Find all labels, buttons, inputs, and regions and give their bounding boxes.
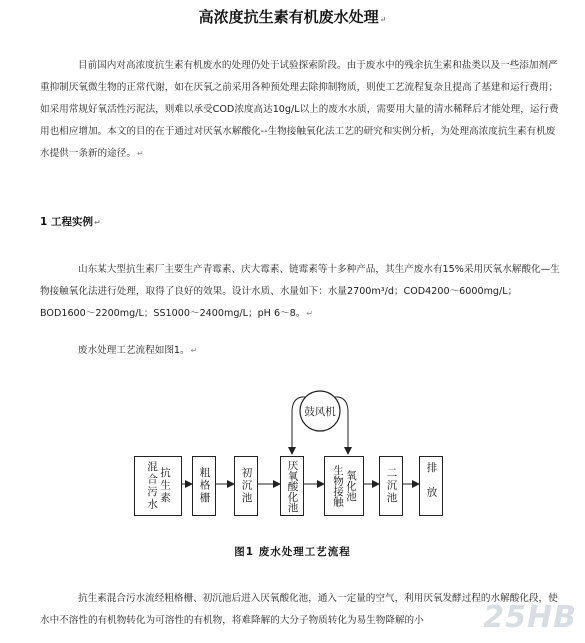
site-watermark: 25HB bbox=[483, 600, 577, 635]
figure-caption: 图1 废水处理工艺流程 bbox=[234, 546, 351, 558]
secondary-clarifier-box: 二沉池 bbox=[379, 456, 403, 516]
discharge-box: 排放 bbox=[419, 456, 443, 516]
case-paragraph: 山东某大型抗生素厂主要生产青霉素、庆大霉素、链霉素等十多种产品，其生产废水有15%采用厌氧水解酸化—生物接触氧化法进行处理，取得了良好的效果。设计水质、水量如下：水量2700m³/d；COD4200～6000mg/L；BOD1600～2200mg/L；SS1000～2400mg/L；pH 6～8。↵ bbox=[40, 264, 560, 319]
process-flow-diagram bbox=[0, 390, 585, 570]
mixed-wastewater-box: 混合污水 抗生素 bbox=[134, 456, 182, 516]
bottom-paragraph: 抗生素混合污水流经粗格栅、初沉池后进入厌氧酸化池，通入一定量的空气，利用厌氧发酵过程的水解酸化段，使水中不溶性的有机物转化为可溶性的有机物，将难降解的大分子物质转化为易生物降解的小 bbox=[40, 593, 558, 626]
blower-label: 鼓风机 bbox=[304, 406, 336, 418]
bio-contact-oxidation-box: 生物接触 氧化池 bbox=[324, 456, 364, 516]
coarse-screen-box: 粗格栅 bbox=[192, 456, 216, 516]
flow-reference-paragraph: 废水处理工艺流程如图1。↵ bbox=[78, 345, 198, 356]
section-heading: 1 工程实例↵ bbox=[40, 216, 101, 228]
primary-clarifier-box: 初沉池 bbox=[234, 456, 258, 516]
intro-paragraph: 目前国内对高浓度抗生素有机废水的处理仍处于试验探索阶段。由于废水中的残余抗生素和盐类以及一些添加剂严重抑制厌氧微生物的正常代谢，如在厌氧之前采用各种预处理去除抑制物质，则使工艺流程复杂且提高了基建和运行费用；如采用常规好氧活性污泥法，则难以承受COD浓度高达10g/L以上的废水水质，需要用大量的清水稀释后才能处理，运行费用也相应增加。本文的目的在于通过对厌氧水解酸化--生物接触氧化法工艺的研究和实例分析，为处理高浓度抗生素有机废水提供一条新的途径。↵ bbox=[40, 60, 559, 159]
anaerobic-acidification-box: 厌氧酸化池 bbox=[280, 456, 304, 516]
document-title: 高浓度抗生素有机废水处理↵ bbox=[198, 8, 387, 26]
